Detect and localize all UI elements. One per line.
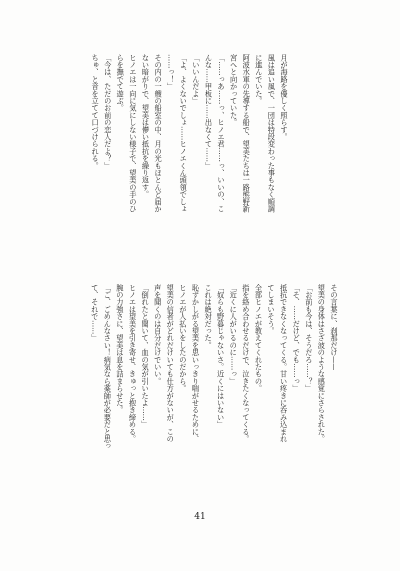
- lower-text-column: て、それで……」: [90, 284, 100, 342]
- lower-text-column: ヒノエは望美を引き寄せ、きゅっと抱き締める。: [128, 284, 138, 443]
- upper-text-column: ……っ！」: [166, 54, 176, 90]
- lower-text-column: 指を絡め合わせるだけで、泣きたくなってくる。: [241, 284, 251, 443]
- upper-text-column: ない暗がりで、望美は儚い抵抗を繰り返す。: [141, 54, 151, 198]
- upper-text-column: 風は追い風で、一団は特段変わった事もなく順調: [267, 54, 277, 213]
- upper-text-column: 「今は、ただのお前の恋人だよ？」: [103, 54, 113, 170]
- upper-text-column: 月が海路を優しく照らす。: [280, 54, 289, 141]
- upper-text-column: 阿波水軍の先導する船で、望美たちは一路熊野新: [242, 54, 252, 213]
- lower-text-column: てしまいそう。: [267, 284, 277, 335]
- lower-text-column: 「倒れたと聞いて、血の気が引いたよ……」: [141, 284, 151, 428]
- lower-text-column: 「そ、……だけど、でも……っ」: [292, 284, 302, 392]
- lower-text-column: 声を聞くのは自分だけでいい。: [153, 284, 163, 385]
- lower-text-column: 恥ずかしがる望美を思いっきり喘がせるために、: [191, 284, 201, 443]
- upper-text-column: に進んでいた。: [254, 54, 264, 105]
- lower-text-column: 「お前も今は、そうだろ……？」: [304, 284, 314, 392]
- lower-text-column: その言葉に、刹那だけ——: [330, 284, 339, 371]
- lower-text-column: 腕の力強さに、望美は息を詰まらせた。: [115, 284, 125, 414]
- upper-text-column: その内の一艘の船室の中、月の光もほとんど届か: [154, 54, 164, 213]
- upper-text-column: ちゅ、と音を立てて口づけられる。: [91, 54, 101, 170]
- lower-text-column: ヒノエが人払いをしたのだから。: [178, 284, 188, 392]
- lower-text-column: 望美の身体はさざ波のような感覚にさらされた。: [317, 284, 327, 443]
- upper-text-tier: [88, 54, 290, 222]
- upper-text-column: ヒノエは一向に気にしない様子で、望美の手のひ: [128, 54, 138, 213]
- lower-text-column: 全部ヒノエが教えてくれたもの。: [254, 284, 264, 392]
- upper-text-column: 宮へと向かっていた。: [229, 54, 239, 126]
- upper-text-column: 「……っあ……っ、ヒノエ君……っ、いいの、こ: [217, 54, 227, 213]
- lower-text-column: 「近くに人がいるのに……っ」: [229, 284, 239, 385]
- upper-text-column: 「よ、よくないでしょ……ヒノエくん頭領でしょ: [179, 54, 189, 213]
- lower-text-column: 「ご、ごめんなさい！病気なら薬師が必要だと思っ: [103, 284, 113, 450]
- lower-text-column: 「奴らも野暮じゃないさ。近くにはいない」: [216, 284, 226, 428]
- upper-text-column: 「いいんだよ」: [191, 54, 201, 105]
- page-number: 41: [194, 512, 206, 522]
- lower-text-column: 望美の信者がどれだけいても仕方がないが、この: [166, 284, 176, 443]
- upper-text-column: らを撫でて遊ぶ。: [116, 54, 126, 112]
- lower-text-column: これは絶対だった。: [204, 284, 214, 349]
- lower-text-tier: [88, 284, 340, 452]
- upper-text-column: んな……甲板に……出なくて……」: [204, 54, 214, 170]
- lower-text-column: 抵抗できなくなってくる。甘い疼きに呑み込まれ: [279, 284, 289, 443]
